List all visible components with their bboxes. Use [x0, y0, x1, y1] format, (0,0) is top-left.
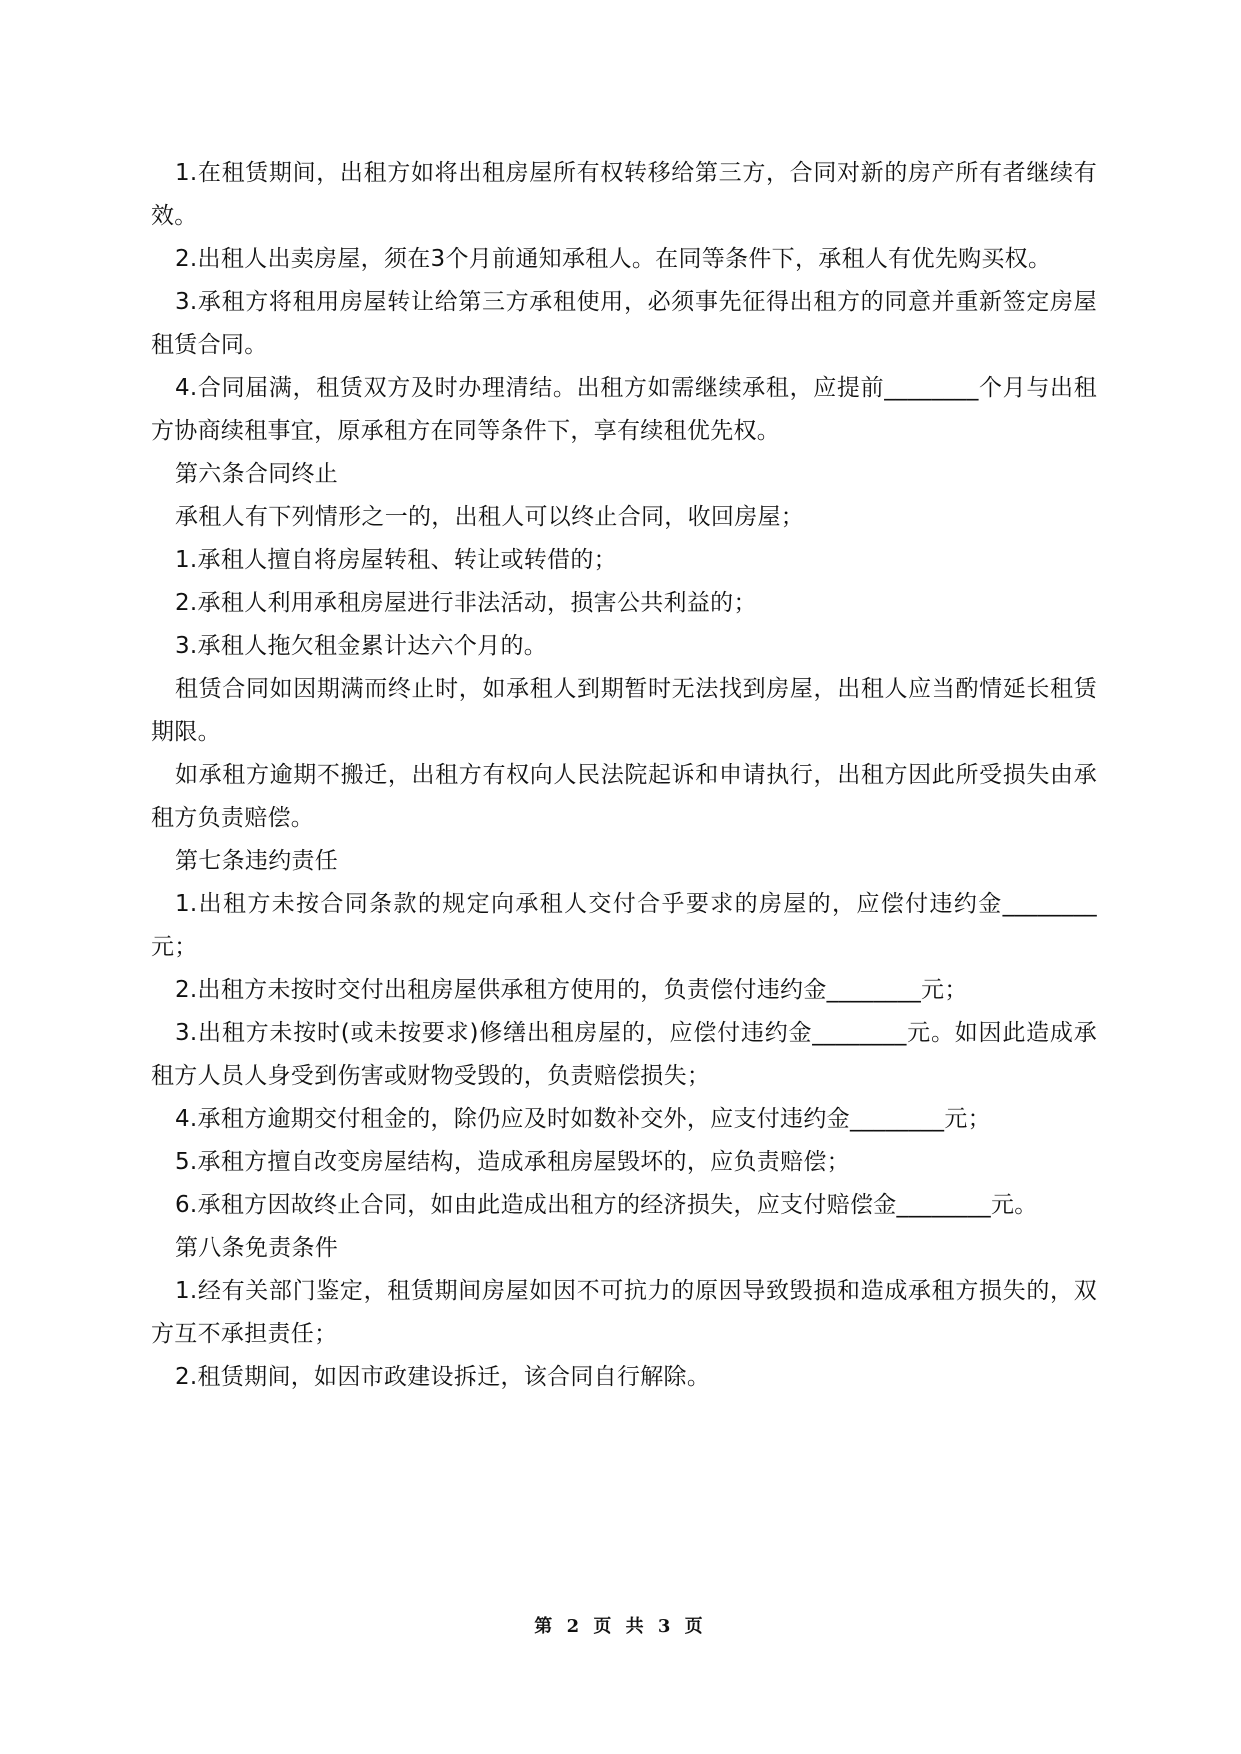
paragraph-renewal: 4.合同届满，租赁双方及时办理清结。出租方如需继续承租，应提前________个月与出租方协商续租事宜，原承租方在同等条件下，享有续租优先权。	[151, 375, 1097, 444]
document-body	[151, 152, 1097, 1399]
page-number-footer: 第 2 页 共 3 页	[534, 1616, 707, 1637]
heading-article-8: 第八条免责条件	[175, 1235, 339, 1261]
paragraph-termination-intro: 承租人有下列情形之一的，出租人可以终止合同，收回房屋；	[175, 504, 805, 530]
paragraph-termination-1: 1.承租人擅自将房屋转租、转让或转借的；	[175, 547, 617, 573]
paragraph-breach-2: 2.出租方未按时交付出租房屋供承租方使用的，负责偿付违约金________元；	[175, 977, 968, 1003]
paragraph-lease-expiry: 租赁合同如因期满而终止时，如承租人到期暂时无法找到房屋，出租人应当酌情延长租赁期限。	[151, 676, 1097, 745]
paragraph-breach-5: 5.承租方擅自改变房屋结构，造成承租房屋毁坏的，应负责赔偿；	[175, 1149, 850, 1175]
heading-article-7: 第七条违约责任	[175, 848, 339, 874]
paragraph-breach-1: 1.出租方未按合同条款的规定向承租人交付合乎要求的房屋的，应偿付违约金________元；	[151, 891, 1097, 960]
paragraph-termination-2: 2.承租人利用承租房屋进行非法活动，损害公共利益的；	[175, 590, 757, 616]
paragraph-breach-6: 6.承租方因故终止合同，如由此造成出租方的经济损失，应支付赔偿金________元。	[175, 1192, 1038, 1218]
heading-article-6: 第六条合同终止	[175, 461, 339, 487]
paragraph-exemption-1: 1.经有关部门鉴定，租赁期间房屋如因不可抗力的原因导致毁损和造成承租方损失的，双方互不承担责任；	[151, 1278, 1097, 1347]
paragraph-transfer-ownership: 1.在租赁期间，出租方如将出租房屋所有权转移给第三方，合同对新的房产所有者继续有效。	[151, 160, 1097, 229]
paragraph-termination-3: 3.承租人拖欠租金累计达六个月的。	[175, 633, 548, 659]
paragraph-overdue-move: 如承租方逾期不搬迁，出租方有权向人民法院起诉和申请执行，出租方因此所受损失由承租方负责赔偿。	[151, 762, 1097, 831]
paragraph-sale-notice: 2.出租人出卖房屋，须在3个月前通知承租人。在同等条件下，承租人有优先购买权。	[175, 246, 1052, 272]
paragraph-exemption-2: 2.租赁期间，如因市政建设拆迁，该合同自行解除。	[175, 1364, 711, 1390]
paragraph-breach-4: 4.承租方逾期交付租金的，除仍应及时如数补交外，应支付违约金________元；	[175, 1106, 991, 1132]
paragraph-sublease: 3.承租方将租用房屋转让给第三方承租使用，必须事先征得出租方的同意并重新签定房屋租赁合同。	[151, 289, 1097, 358]
paragraph-breach-3: 3.出租方未按时(或未按要求)修缮出租房屋的，应偿付违约金________元。如因此造成承租方人员人身受到伤害或财物受毁的，负责赔偿损失；	[151, 1020, 1097, 1089]
